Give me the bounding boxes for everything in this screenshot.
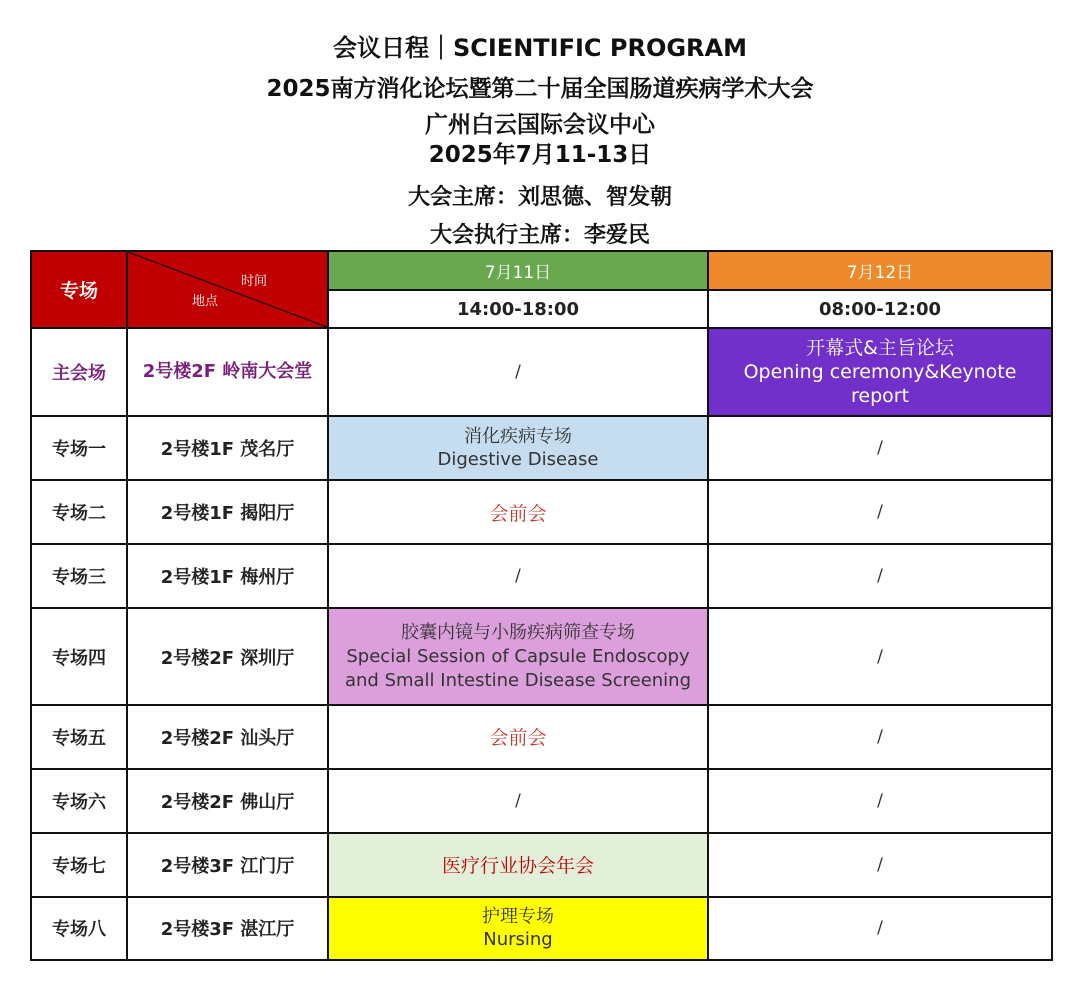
time-place-header bbox=[127, 251, 328, 328]
association-cell: 医疗行业协会年会 bbox=[328, 833, 708, 897]
nursing-title-en: Nursing bbox=[483, 929, 553, 951]
keynote-title-cn: 开幕式&主旨论坛 bbox=[806, 337, 954, 360]
day2-cell: / bbox=[708, 833, 1052, 897]
schedule-table bbox=[30, 250, 1053, 961]
session-name: 专场五 bbox=[31, 705, 127, 769]
table-row bbox=[31, 833, 1052, 897]
session-header: 专场 bbox=[31, 251, 127, 328]
table-row bbox=[31, 705, 1052, 769]
session-name: 主会场 bbox=[31, 328, 127, 416]
venue-name: 2号楼2F 深圳厅 bbox=[127, 608, 328, 704]
day1-cell: / bbox=[328, 328, 708, 416]
day2-cell: / bbox=[708, 544, 1052, 608]
capsule-title-cn: 胶囊内镜与小肠疾病筛查专场 bbox=[401, 621, 635, 643]
digestive-cell bbox=[328, 416, 708, 480]
nursing-title-cn: 护理专场 bbox=[482, 906, 554, 928]
venue-name: 2号楼1F 揭阳厅 bbox=[127, 480, 328, 544]
capsule-cell bbox=[328, 608, 708, 704]
day2-cell: / bbox=[708, 769, 1052, 833]
session-name: 专场七 bbox=[31, 833, 127, 897]
table-row bbox=[31, 480, 1052, 544]
venue-name: 2号楼3F 湛江厅 bbox=[127, 897, 328, 960]
table-row bbox=[31, 544, 1052, 608]
keynote-cell bbox=[708, 328, 1052, 416]
session-name: 专场六 bbox=[31, 769, 127, 833]
day1-time: 14:00-18:00 bbox=[328, 290, 708, 328]
venue-name: 2号楼2F 汕头厅 bbox=[127, 705, 328, 769]
keynote-title-en: Opening ceremony&Keynote report bbox=[743, 361, 1017, 408]
table-row bbox=[31, 897, 1052, 960]
session-name: 专场四 bbox=[31, 608, 127, 704]
day2-header: 7月12日 bbox=[708, 251, 1052, 290]
day1-cell: / bbox=[328, 544, 708, 608]
day2-time: 08:00-12:00 bbox=[708, 290, 1052, 328]
table-row bbox=[31, 416, 1052, 480]
time-label: 时间 bbox=[240, 274, 267, 289]
day2-cell: / bbox=[708, 416, 1052, 480]
day1-header: 7月11日 bbox=[328, 251, 708, 290]
conference-venue: 广州白云国际会议中心 bbox=[425, 112, 655, 138]
nursing-cell bbox=[328, 897, 708, 960]
day2-cell: / bbox=[708, 608, 1052, 704]
session-name: 专场二 bbox=[31, 480, 127, 544]
conference-chair: 大会主席：刘思德、智发朝 bbox=[407, 184, 672, 210]
capsule-title-en-2: and Small Intestine Disease Screening bbox=[344, 669, 692, 691]
day2-cell: / bbox=[708, 897, 1052, 960]
venue-name: 2号楼1F 茂名厅 bbox=[127, 416, 328, 480]
program-title: 会议日程｜SCIENTIFIC PROGRAM bbox=[332, 34, 747, 62]
session-name: 专场八 bbox=[31, 897, 127, 960]
session-name: 专场三 bbox=[31, 544, 127, 608]
conference-exec-chair: 大会执行主席：李爱民 bbox=[429, 222, 650, 248]
day1-cell: 会前会 bbox=[328, 705, 708, 769]
day2-cell: / bbox=[708, 480, 1052, 544]
table-header-row bbox=[31, 251, 1052, 290]
session-name: 专场一 bbox=[31, 416, 127, 480]
day1-cell: / bbox=[328, 769, 708, 833]
table-row bbox=[31, 328, 1052, 416]
diagonal-divider bbox=[128, 252, 327, 327]
digestive-title-en: Digestive Disease bbox=[437, 449, 599, 471]
digestive-title-cn: 消化疾病专场 bbox=[464, 426, 572, 448]
venue-name: 2号楼3F 江门厅 bbox=[127, 833, 328, 897]
conference-name: 2025南方消化论坛暨第二十届全国肠道疾病学术大会 bbox=[266, 76, 814, 102]
table-row bbox=[31, 769, 1052, 833]
table-row bbox=[31, 608, 1052, 704]
capsule-title-en-1: Special Session of Capsule Endoscopy bbox=[346, 645, 690, 667]
place-label: 地点 bbox=[192, 294, 219, 309]
day1-cell: 会前会 bbox=[328, 480, 708, 544]
venue-name: 2号楼1F 梅州厅 bbox=[127, 544, 328, 608]
venue-name: 2号楼2F 佛山厅 bbox=[127, 769, 328, 833]
venue-name: 2号楼2F 岭南大会堂 bbox=[127, 328, 328, 416]
conference-dates: 2025年7月11-13日 bbox=[428, 142, 652, 168]
day2-cell: / bbox=[708, 705, 1052, 769]
